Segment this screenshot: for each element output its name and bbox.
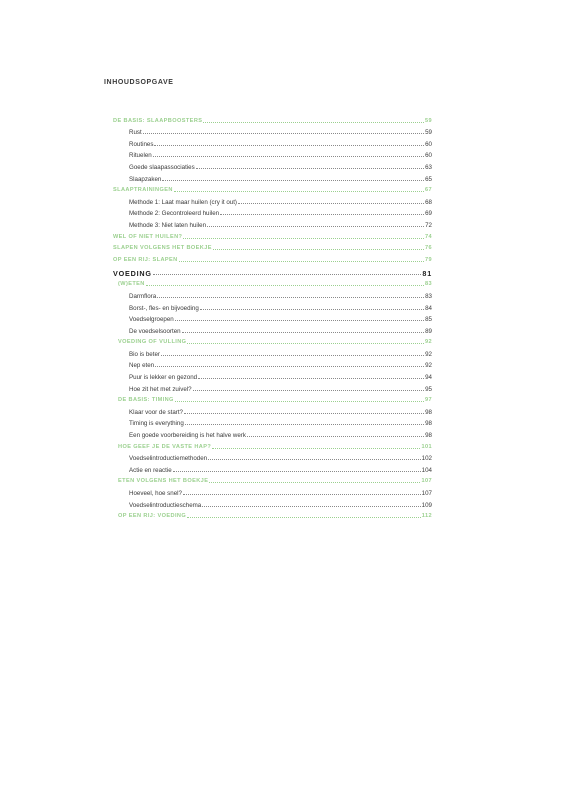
toc-entry bbox=[113, 277, 432, 289]
toc-title: INHOUDSOPGAVE bbox=[104, 79, 174, 86]
toc-entry-label: Voedselgroepen bbox=[129, 316, 174, 324]
dot-leader bbox=[220, 214, 424, 215]
toc-entry-label: Voedselintroductiemethoden bbox=[129, 455, 208, 463]
toc-entry bbox=[113, 369, 432, 381]
dot-leader bbox=[175, 401, 424, 402]
dot-leader bbox=[203, 122, 424, 123]
toc-entry bbox=[113, 497, 432, 509]
dot-leader bbox=[154, 145, 424, 146]
toc-entry-label: Rust bbox=[129, 129, 142, 137]
toc-entry-page-number: 65 bbox=[425, 175, 432, 183]
toc-entry bbox=[113, 416, 432, 428]
toc-entry bbox=[113, 300, 432, 312]
toc-entry bbox=[113, 217, 432, 229]
table-of-contents bbox=[113, 113, 432, 520]
toc-entry-label: Timing is everything bbox=[129, 420, 184, 428]
toc-entry-page-number: 59 bbox=[425, 129, 432, 137]
toc-entry-label: Puur is lekker en gezond bbox=[129, 374, 198, 382]
toc-entry-label: Hoeveel, hoe snel? bbox=[129, 490, 182, 497]
toc-entry-label: DE BASIS: SLAAPBOOSTERS bbox=[113, 117, 203, 124]
dot-leader bbox=[198, 378, 424, 379]
toc-entry bbox=[113, 171, 432, 183]
toc-entry bbox=[113, 194, 432, 206]
dot-leader bbox=[153, 274, 422, 275]
dot-leader bbox=[161, 355, 424, 356]
dot-leader bbox=[187, 343, 424, 344]
toc-entry-page-number: 107 bbox=[421, 490, 432, 497]
toc-entry-label: Slaapzaken bbox=[129, 175, 162, 183]
toc-entry-page-number: 98 bbox=[425, 420, 432, 428]
dot-leader bbox=[179, 261, 424, 262]
toc-entry bbox=[113, 474, 432, 486]
toc-entry-page-number: 83 bbox=[425, 292, 432, 300]
dot-leader bbox=[200, 309, 424, 310]
toc-entry-page-number: 74 bbox=[424, 233, 432, 240]
dot-leader bbox=[155, 366, 424, 367]
toc-entry-page-number: 102 bbox=[421, 455, 432, 463]
toc-entry-label: Methode 3: Niet laten huilen bbox=[129, 221, 207, 229]
toc-entry bbox=[113, 113, 432, 125]
toc-entry-page-number: 92 bbox=[424, 339, 432, 346]
toc-entry bbox=[113, 404, 432, 416]
toc-entry bbox=[113, 509, 432, 521]
toc-entry-label: Rituelen bbox=[129, 152, 152, 160]
dot-leader bbox=[238, 203, 424, 204]
toc-entry bbox=[113, 206, 432, 218]
toc-entry-page-number: 59 bbox=[424, 117, 432, 124]
toc-entry-label: (W)ETEN bbox=[118, 281, 145, 288]
toc-entry-label: OP EEN RIJ: SLAPEN bbox=[113, 256, 178, 263]
toc-entry-page-number: 107 bbox=[421, 478, 432, 485]
toc-entry bbox=[113, 148, 432, 160]
toc-entry-label: HOE GEEF JE DE VASTE HAP? bbox=[118, 443, 212, 450]
dot-leader bbox=[153, 156, 424, 157]
toc-entry-page-number: 95 bbox=[425, 385, 432, 393]
toc-entry-label: Hoe zit het met zuivel? bbox=[129, 385, 192, 393]
toc-entry-page-number: 112 bbox=[421, 513, 432, 520]
toc-entry bbox=[113, 264, 432, 277]
toc-entry bbox=[113, 427, 432, 439]
toc-entry-label: Goede slaapassociaties bbox=[129, 163, 195, 171]
toc-entry-page-number: 60 bbox=[425, 140, 432, 148]
dot-leader bbox=[212, 448, 420, 449]
toc-entry bbox=[113, 252, 432, 264]
toc-entry bbox=[113, 136, 432, 148]
dot-leader bbox=[143, 133, 424, 134]
toc-entry bbox=[113, 241, 432, 253]
toc-entry bbox=[113, 312, 432, 324]
toc-entry-page-number: 98 bbox=[425, 432, 432, 440]
toc-entry-page-number: 79 bbox=[424, 256, 432, 263]
dot-leader bbox=[183, 494, 421, 495]
toc-entry-page-number: 98 bbox=[425, 408, 432, 416]
dot-leader bbox=[196, 168, 424, 169]
dot-leader bbox=[185, 424, 424, 425]
toc-entry-label: Klaar voor de start? bbox=[129, 408, 183, 416]
dot-leader bbox=[182, 332, 425, 333]
dot-leader bbox=[207, 226, 424, 227]
toc-entry-page-number: 68 bbox=[425, 198, 432, 206]
toc-entry bbox=[113, 485, 432, 497]
toc-entry-page-number: 92 bbox=[425, 350, 432, 358]
toc-entry bbox=[113, 346, 432, 358]
toc-entry-label: Darmflora bbox=[129, 292, 157, 300]
toc-entry-page-number: 72 bbox=[425, 221, 432, 229]
toc-entry-label: Routines bbox=[129, 140, 154, 148]
toc-entry-page-number: 94 bbox=[425, 374, 432, 382]
toc-entry-label: Actie en reactie bbox=[129, 466, 172, 474]
toc-entry-page-number: 101 bbox=[421, 443, 432, 450]
toc-entry bbox=[113, 358, 432, 370]
toc-entry bbox=[113, 439, 432, 451]
dot-leader bbox=[208, 459, 421, 460]
toc-entry-page-number: 63 bbox=[425, 163, 432, 171]
toc-entry-page-number: 69 bbox=[425, 210, 432, 218]
toc-entry-label: SLAAPTRAININGEN bbox=[113, 187, 173, 194]
toc-entry bbox=[113, 229, 432, 241]
toc-entry-label: OP EEN RIJ: VOEDING bbox=[118, 513, 187, 520]
toc-entry-page-number: 83 bbox=[424, 281, 432, 288]
toc-entry-page-number: 89 bbox=[425, 327, 432, 335]
toc-entry-page-number: 81 bbox=[422, 268, 432, 278]
dot-leader bbox=[174, 191, 424, 192]
dot-leader bbox=[162, 180, 424, 181]
toc-entry-page-number: 97 bbox=[424, 397, 432, 404]
dot-leader bbox=[146, 285, 424, 286]
toc-entry bbox=[113, 159, 432, 171]
toc-entry bbox=[113, 183, 432, 195]
dot-leader bbox=[157, 297, 424, 298]
toc-entry bbox=[113, 323, 432, 335]
dot-leader bbox=[193, 390, 425, 391]
toc-entry-label: Nep eten bbox=[129, 362, 155, 370]
dot-leader bbox=[247, 436, 424, 437]
dot-leader bbox=[202, 506, 420, 507]
toc-entry-label: Bio is beter bbox=[129, 350, 160, 358]
toc-entry bbox=[113, 288, 432, 300]
dot-leader bbox=[187, 517, 421, 518]
toc-entry-label: WEL OF NIET HUILEN? bbox=[113, 233, 183, 240]
toc-entry-page-number: 109 bbox=[421, 501, 432, 509]
toc-entry-page-number: 85 bbox=[425, 316, 432, 324]
dot-leader bbox=[213, 249, 424, 250]
toc-entry-label: Voedselintroductieschema bbox=[129, 501, 202, 509]
toc-entry-label: DE BASIS: TIMING bbox=[118, 397, 174, 404]
toc-entry-page-number: 60 bbox=[425, 152, 432, 160]
dot-leader bbox=[173, 471, 421, 472]
toc-entry-label: Borst-, fles- en bijvoeding bbox=[129, 304, 199, 312]
toc-entry bbox=[113, 462, 432, 474]
toc-entry bbox=[113, 393, 432, 405]
toc-entry bbox=[113, 125, 432, 137]
toc-entry-label: SLAPEN VOLGENS HET BOEKJE bbox=[113, 245, 212, 252]
dot-leader bbox=[175, 320, 424, 321]
toc-entry bbox=[113, 335, 432, 347]
toc-entry-label: Methode 1: Laat maar huilen (cry it out) bbox=[129, 198, 237, 206]
toc-entry-label: Methode 2: Gecontroleerd huilen bbox=[129, 210, 220, 218]
toc-entry-label: VOEDING bbox=[113, 268, 152, 278]
toc-entry bbox=[113, 451, 432, 463]
toc-entry bbox=[113, 381, 432, 393]
dot-leader bbox=[184, 413, 424, 414]
dot-leader bbox=[183, 238, 424, 239]
toc-entry-page-number: 84 bbox=[425, 304, 432, 312]
toc-entry-page-number: 92 bbox=[425, 362, 432, 370]
toc-entry-label: VOEDING OF VULLING bbox=[118, 339, 187, 346]
toc-entry-label: Een goede voorbereiding is het halve werk bbox=[129, 432, 246, 440]
toc-entry-label: ETEN VOLGENS HET BOEKJE bbox=[118, 478, 209, 485]
toc-entry-page-number: 76 bbox=[424, 245, 432, 252]
dot-leader bbox=[209, 482, 420, 483]
toc-entry-page-number: 67 bbox=[424, 187, 432, 194]
toc-entry-label: De voedselsoorten bbox=[129, 327, 181, 335]
toc-entry-page-number: 104 bbox=[421, 466, 432, 474]
